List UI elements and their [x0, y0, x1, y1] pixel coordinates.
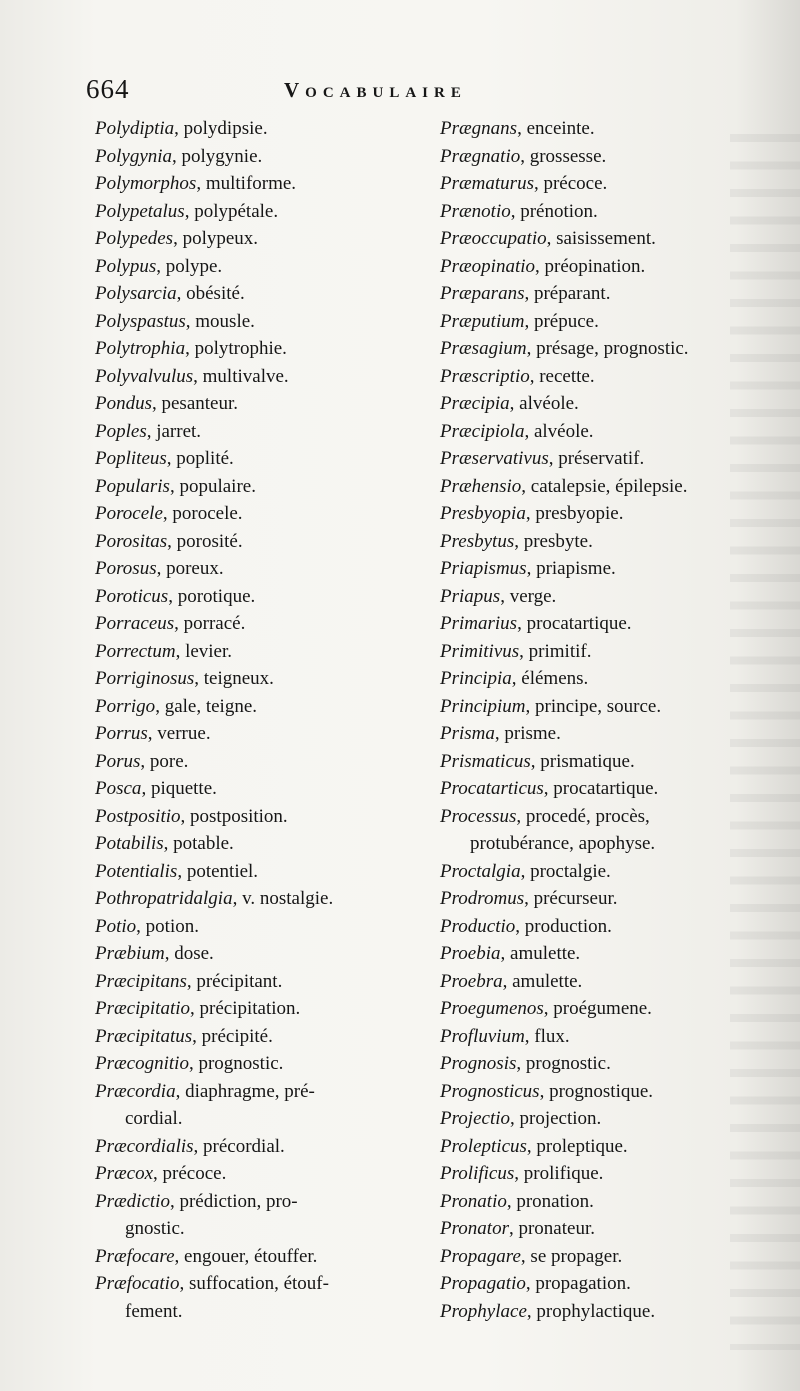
entry-term: Pronator: [440, 1218, 509, 1239]
dictionary-entry: [95, 170, 425, 198]
entry-term: Præfocare: [95, 1245, 175, 1267]
dictionary-entry: [95, 143, 425, 171]
dictionary-entry: [440, 1133, 785, 1161]
dictionary-entry: [95, 308, 425, 336]
dictionary-entry: [95, 940, 425, 968]
entry-term: Popularis: [95, 475, 170, 497]
entry-term: Potentialis: [95, 860, 178, 882]
entry-term: Porositas: [95, 530, 168, 552]
entry-definition: , élémens.: [511, 668, 589, 689]
entry-term: Primitivus: [440, 640, 520, 662]
entry-term: Principium: [440, 695, 526, 717]
entry-term: Principia: [440, 668, 512, 689]
entry-term: Polyspastus: [95, 310, 186, 332]
dictionary-entry: [95, 693, 425, 721]
entry-definition: , production.: [515, 915, 612, 937]
page-number: 664: [86, 74, 130, 104]
entry-term: Prægnans: [440, 118, 518, 139]
entry-definition: , porocele.: [162, 503, 243, 524]
entry-term: Præservativus: [440, 448, 549, 469]
entry-definition: , se propager.: [520, 1245, 623, 1267]
dictionary-entry: [440, 720, 785, 748]
dictionary-entry: [95, 610, 425, 638]
entry-term: Præbium: [95, 943, 165, 964]
entry-term: Potabilis: [95, 833, 164, 854]
entry-definition: , précordial.: [193, 1135, 285, 1157]
entry-definition: , alvéole.: [524, 420, 594, 442]
dictionary-entry: [440, 1243, 785, 1271]
entry-term: Præcipia: [440, 393, 510, 414]
entry-definition: , proégumene.: [543, 998, 652, 1019]
dictionary-entry: [440, 638, 785, 666]
entry-term: Prædictio: [95, 1190, 170, 1212]
dictionary-entry: [440, 885, 785, 913]
entry-term: Prægnatio: [440, 145, 521, 167]
dictionary-entry: [95, 638, 425, 666]
dictionary-entry: [95, 968, 425, 996]
entry-definition: , prognostic.: [188, 1053, 284, 1074]
entry-definition: , polytrophie.: [185, 338, 287, 359]
entry-definition: , préparant.: [524, 283, 611, 304]
right-column: [440, 115, 785, 1325]
dictionary-entry: [440, 693, 785, 721]
entry-continuation: gnostic.: [125, 1218, 185, 1239]
entry-definition: , potentiel.: [177, 860, 259, 882]
dictionary-entry: [440, 445, 785, 473]
entry-definition: , alvéole.: [509, 393, 579, 414]
dictionary-entry: [440, 253, 785, 281]
entry-term: Prolepticus: [440, 1135, 527, 1157]
dictionary-entry: [95, 1023, 425, 1051]
entry-definition: , prépuce.: [524, 310, 599, 332]
entry-term: Præscriptio: [440, 365, 530, 387]
entry-definition: , multiforme.: [196, 173, 297, 194]
entry-definition: , pore.: [140, 750, 189, 772]
entry-definition: , principe, source.: [525, 695, 662, 717]
dictionary-entry: [95, 665, 425, 693]
entry-definition: , priapisme.: [526, 558, 616, 579]
dictionary-entry: [440, 143, 785, 171]
dictionary-entry: [440, 225, 785, 253]
entry-term: Polysarcia: [95, 283, 177, 304]
entry-definition: , préservatif.: [548, 448, 645, 469]
dictionary-entry: [95, 748, 425, 776]
entry-definition: , obésité.: [176, 283, 245, 304]
entry-continuation: cordial.: [125, 1108, 183, 1129]
entry-definition: , populaire.: [169, 475, 256, 497]
entry-definition: , mousle.: [185, 310, 255, 332]
dictionary-entry: [440, 1298, 785, 1326]
dictionary-entry: [440, 1078, 785, 1106]
dictionary-entry: [440, 968, 785, 996]
entry-term: Porriginosus: [95, 668, 195, 689]
entry-definition: , précipitant.: [186, 970, 283, 992]
dictionary-entry: [95, 995, 425, 1023]
dictionary-entry: [440, 1270, 785, 1298]
entry-term: Præputium: [440, 310, 525, 332]
entry-term: Polypedes: [95, 228, 174, 249]
entry-definition: , prognostique.: [539, 1080, 654, 1102]
dictionary-entry: [95, 1078, 425, 1133]
dictionary-entry: [95, 363, 425, 391]
entry-definition: , enceinte.: [517, 118, 595, 139]
entry-definition: , proctalgie.: [520, 860, 611, 882]
dictionary-entry: [95, 885, 425, 913]
entry-definition: , préopination.: [535, 255, 646, 277]
entry-term: Potio: [95, 915, 137, 937]
dictionary-entry: [440, 418, 785, 446]
dictionary-entry: [95, 500, 425, 528]
dictionary-entry: [440, 940, 785, 968]
entry-definition: , teigneux.: [194, 668, 274, 689]
entry-term: Præcognitio: [95, 1053, 189, 1074]
entry-definition: , diaphragme, pré-: [175, 1080, 315, 1102]
dictionary-entry: [95, 720, 425, 748]
dictionary-entry: [95, 830, 425, 858]
entry-term: Propagatio: [440, 1273, 526, 1294]
entry-term: Polygynia: [95, 145, 173, 167]
entry-term: Porrectum: [95, 640, 176, 662]
entry-definition: , amulette.: [502, 970, 583, 992]
dictionary-entry: [440, 748, 785, 776]
entry-definition: , polydipsie.: [174, 118, 268, 139]
dictionary-entry: [95, 390, 425, 418]
dictionary-entry: [440, 170, 785, 198]
entry-term: Primarius: [440, 613, 518, 634]
entry-definition: , prisme.: [494, 723, 561, 744]
entry-term: Prophylace: [440, 1300, 527, 1322]
entry-definition: , précoce.: [153, 1163, 227, 1184]
dictionary-entry: [95, 803, 425, 831]
dictionary-entry: [440, 1188, 785, 1216]
dictionary-entry: [440, 610, 785, 638]
entry-term: Præcipiola: [440, 420, 525, 442]
entry-definition: , pesanteur.: [152, 393, 239, 414]
entry-term: Prismaticus: [440, 750, 531, 772]
dictionary-entry: [440, 115, 785, 143]
dictionary-entry: [95, 198, 425, 226]
entry-term: Præcordialis: [95, 1135, 194, 1157]
dictionary-entry: [95, 913, 425, 941]
entry-term: Popliteus: [95, 448, 167, 469]
dictionary-entry: [95, 473, 425, 501]
dictionary-entry: [440, 995, 785, 1023]
dictionary-entry: [440, 280, 785, 308]
entry-definition: , verrue.: [147, 723, 211, 744]
dictionary-entry: [440, 913, 785, 941]
entry-definition: , engouer, étouffer.: [174, 1245, 318, 1267]
entry-definition: , propagation.: [525, 1273, 631, 1294]
entry-term: Porosus: [95, 558, 157, 579]
dictionary-entry: [95, 1270, 425, 1325]
entry-continuation: protubérance, apophyse.: [470, 833, 656, 854]
entry-term: Polymorphos: [95, 173, 197, 194]
running-title: Vocabulaire: [284, 78, 467, 102]
entry-term: Productio: [440, 915, 516, 937]
entry-definition: , prolifique.: [514, 1163, 604, 1184]
entry-term: Præcox: [95, 1163, 154, 1184]
entry-term: Præcipitans: [95, 970, 187, 992]
entry-term: Procatarticus: [440, 778, 544, 799]
entry-definition: , prismatique.: [530, 750, 635, 772]
entry-term: Præsagium: [440, 338, 527, 359]
entry-definition: , précipitation.: [190, 998, 301, 1019]
entry-definition: , précipité.: [192, 1025, 273, 1047]
dictionary-entry: [95, 1133, 425, 1161]
entry-term: Præcipitatio: [95, 998, 190, 1019]
entry-term: Porraceus: [95, 613, 175, 634]
dictionary-entry: [440, 1050, 785, 1078]
entry-term: Præparans: [440, 283, 525, 304]
dictionary-entry: [440, 1160, 785, 1188]
left-column: [95, 115, 425, 1325]
dictionary-entry: [440, 665, 785, 693]
dictionary-entry: [440, 363, 785, 391]
entry-term: Præoccupatio: [440, 228, 547, 249]
entry-term: Præmaturus: [440, 173, 534, 194]
entry-term: Pothropatridalgia: [95, 888, 233, 909]
dictionary-entry: [95, 335, 425, 363]
entry-definition: , recette.: [529, 365, 595, 387]
entry-term: Polyvalvulus: [95, 365, 194, 387]
entry-term: Præopinatio: [440, 255, 536, 277]
entry-definition: , presbyopie.: [525, 503, 624, 524]
entry-definition: , grossesse.: [520, 145, 607, 167]
entry-definition: , multivalve.: [193, 365, 289, 387]
dictionary-entry: [95, 1243, 425, 1271]
entry-term: Porrigo: [95, 695, 156, 717]
entry-definition: , pronateur.: [508, 1218, 595, 1239]
entry-term: Porrus: [95, 723, 148, 744]
entry-term: Pronatio: [440, 1190, 507, 1212]
dictionary-entry: [440, 1023, 785, 1051]
entry-definition: , primitif.: [519, 640, 592, 662]
entry-term: Prænotio: [440, 200, 511, 222]
dictionary-entry: [95, 1050, 425, 1078]
dictionary-entry: [95, 583, 425, 611]
dictionary-entry: [440, 198, 785, 226]
entry-term: Prognosis: [440, 1053, 517, 1074]
entry-definition: , prédiction, pro-: [169, 1190, 298, 1212]
dictionary-entry: [95, 1188, 425, 1243]
dictionary-entry: [440, 775, 785, 803]
entry-definition: , amulette.: [500, 943, 581, 964]
dictionary-entry: [95, 253, 425, 281]
dictionary-entry: [95, 445, 425, 473]
entry-term: Porocele: [95, 503, 163, 524]
entry-definition: , polygynie.: [172, 145, 263, 167]
entry-definition: , verge.: [500, 585, 557, 607]
entry-definition: , précurseur.: [524, 888, 618, 909]
entry-continuation: fement.: [125, 1300, 183, 1322]
dictionary-entry: [95, 418, 425, 446]
entry-term: Prolificus: [440, 1163, 515, 1184]
entry-definition: , prognostic.: [516, 1053, 611, 1074]
entry-term: Præcordia: [95, 1080, 176, 1102]
entry-definition: , jarret.: [146, 420, 202, 442]
entry-definition: , polype.: [156, 255, 223, 277]
dictionary-entry: [440, 858, 785, 886]
dictionary-entry: [95, 858, 425, 886]
dictionary-entry: [95, 775, 425, 803]
entry-definition: , prénotion.: [510, 200, 598, 222]
entry-definition: , procedé, procès,: [516, 805, 650, 827]
entry-definition: , présage, prognostic.: [526, 338, 689, 359]
entry-term: Prodromus: [440, 888, 525, 909]
entry-definition: , précoce.: [533, 173, 608, 194]
entry-term: Projectio: [440, 1108, 510, 1129]
dictionary-entry: [440, 308, 785, 336]
dictionary-entry: [440, 528, 785, 556]
entry-term: Præcipitatus: [95, 1025, 193, 1047]
dictionary-entry: [440, 1105, 785, 1133]
entry-term: Presbyopia: [440, 503, 526, 524]
dictionary-entry: [95, 115, 425, 143]
dictionary-entry: [440, 500, 785, 528]
entry-definition: , v. nostalgie.: [232, 888, 334, 909]
dictionary-entry: [95, 280, 425, 308]
entry-term: Profluvium: [440, 1025, 525, 1047]
entry-term: Proebra: [440, 970, 503, 992]
entry-term: Prognosticus: [440, 1080, 540, 1102]
entry-term: Presbytus: [440, 530, 515, 552]
entry-term: Prisma: [440, 723, 495, 744]
entry-term: Processus: [440, 805, 517, 827]
dictionary-entry: [95, 1160, 425, 1188]
entry-definition: , saisissement.: [546, 228, 656, 249]
entry-term: Poroticus: [95, 585, 169, 607]
entry-term: Præhensio: [440, 475, 522, 497]
entry-definition: , procatartique.: [543, 778, 659, 799]
entry-definition: , potion.: [136, 915, 199, 937]
dictionary-entry: [440, 803, 785, 858]
entry-definition: , suffocation, étouf-: [179, 1273, 329, 1294]
entry-term: Polypetalus: [95, 200, 185, 222]
dictionary-entry: [440, 555, 785, 583]
entry-term: Polytrophia: [95, 338, 186, 359]
entry-definition: , flux.: [524, 1025, 570, 1047]
entry-definition: , catalepsie, épilepsie.: [521, 475, 688, 497]
entry-definition: , porracé.: [174, 613, 246, 634]
dictionary-entry: [440, 1215, 785, 1243]
entry-term: Porus: [95, 750, 141, 772]
entry-definition: , poreux.: [156, 558, 224, 579]
entry-definition: , gale, teigne.: [155, 695, 258, 717]
entry-term: Pondus: [95, 393, 152, 414]
entry-definition: , polypétale.: [184, 200, 279, 222]
dictionary-entry: [440, 390, 785, 418]
entry-definition: , prophylactique.: [526, 1300, 656, 1322]
entry-term: Præfocatio: [95, 1273, 180, 1294]
entry-definition: , levier.: [175, 640, 233, 662]
entry-term: Polydiptia: [95, 118, 175, 139]
entry-term: Propagare: [440, 1245, 521, 1267]
dictionary-entry: [440, 335, 785, 363]
entry-term: Posca: [95, 778, 142, 799]
dictionary-entry: [95, 555, 425, 583]
entry-definition: , pronation.: [506, 1190, 594, 1212]
entry-definition: , piquette.: [141, 778, 217, 799]
entry-term: Proctalgia: [440, 860, 521, 882]
entry-term: Polypus: [95, 255, 157, 277]
entry-definition: , porotique.: [168, 585, 256, 607]
page-header: [86, 74, 606, 114]
entry-definition: , poplité.: [166, 448, 234, 469]
entry-definition: , dose.: [164, 943, 214, 964]
entry-definition: , projection.: [510, 1108, 602, 1129]
entry-definition: , procatartique.: [517, 613, 632, 634]
entry-term: Poples: [95, 420, 147, 442]
entry-definition: , postposition.: [180, 805, 288, 827]
entry-term: Priapismus: [440, 558, 527, 579]
dictionary-entry: [95, 225, 425, 253]
entry-definition: , proleptique.: [526, 1135, 628, 1157]
entry-definition: , porosité.: [167, 530, 243, 552]
dictionary-entry: [440, 473, 785, 501]
entry-term: Proebia: [440, 943, 501, 964]
entry-term: Postpositio: [95, 805, 181, 827]
entry-definition: , polypeux.: [173, 228, 259, 249]
entry-definition: , presbyte.: [514, 530, 593, 552]
entry-term: Priapus: [440, 585, 501, 607]
entry-term: Proegumenos: [440, 998, 544, 1019]
dictionary-entry: [95, 528, 425, 556]
entry-definition: , potable.: [163, 833, 234, 854]
dictionary-entry: [440, 583, 785, 611]
